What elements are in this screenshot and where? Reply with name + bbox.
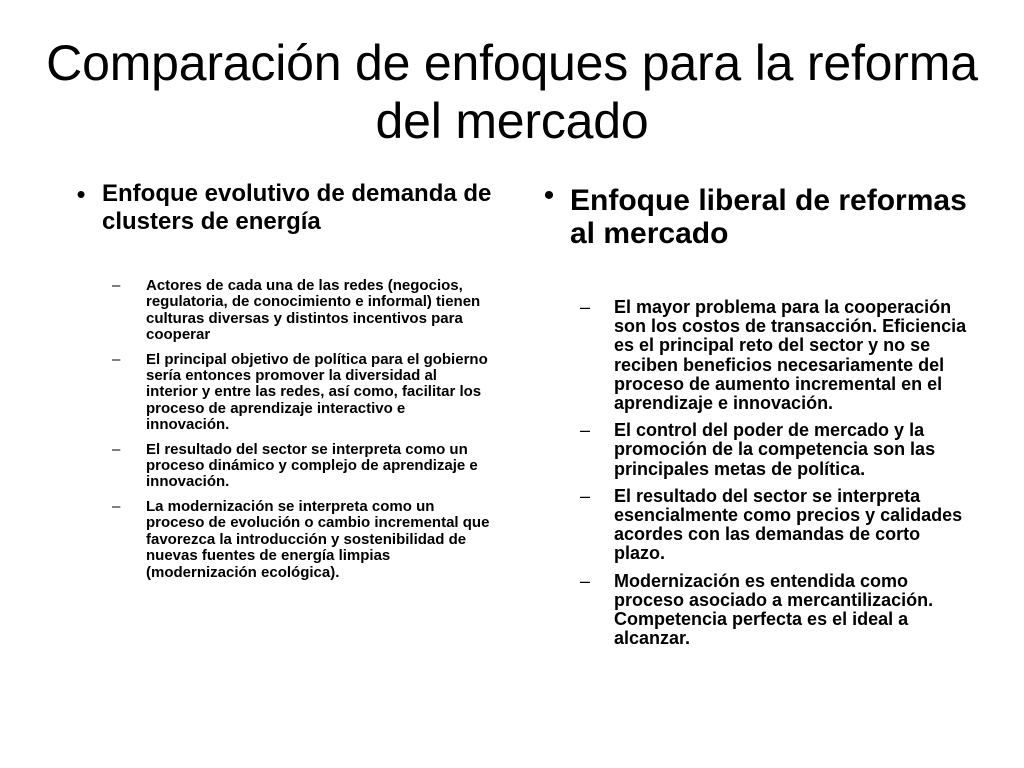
list-item-text: Actores de cada una de las redes (negocios, regulatoria, de conocimiento e informal) tienen culturas diversas y distintos incentivos para cooperar — [146, 277, 481, 344]
dash-icon: – — [112, 497, 121, 515]
left-column — [60, 180, 500, 589]
list-item-text: El mayor problema para la cooperación son los costos de transacción. Eficiencia es el principal reto del sector y no se reciben beneficios necesariamente del proceso de aumento incremental en el aprendizaje e innovación. — [614, 297, 967, 414]
dash-icon: – — [580, 570, 591, 591]
bullet-icon: • — [76, 179, 86, 209]
list-item — [580, 487, 972, 564]
left-heading: Enfoque evolutivo de demanda de clusters de energía — [102, 180, 492, 235]
dash-icon: – — [112, 350, 121, 368]
left-sub-list — [112, 278, 492, 581]
list-item — [112, 352, 492, 434]
right-column — [528, 180, 968, 656]
left-heading-row — [60, 180, 500, 236]
bullet-icon: • — [543, 179, 555, 212]
dash-icon: – — [580, 485, 591, 506]
list-item — [112, 278, 492, 344]
list-item-text: El resultado del sector se interpreta como un proceso dinámico y complejo de aprendizaje e innovación. — [146, 440, 478, 491]
list-item-text: El resultado del sector se interpreta esencialmente como precios y calidades acordes con las demandas de corto plazo. — [614, 485, 963, 564]
list-item — [112, 499, 492, 581]
list-item-text: El control del poder de mercado y la promoción de la competencia son las principales metas de política. — [614, 420, 936, 479]
list-item — [580, 421, 972, 479]
list-item — [112, 442, 492, 491]
list-item — [580, 572, 972, 649]
dash-icon: – — [580, 297, 591, 317]
slide-title: Comparación de enfoques para la reforma del mercado — [46, 35, 978, 149]
dash-icon: – — [112, 277, 121, 294]
right-heading-row — [528, 180, 968, 250]
list-item — [580, 298, 972, 413]
dash-icon: – — [580, 420, 591, 441]
list-item-text: Modernización es entendida como proceso asociado a mercantilización. Competencia perfecta es el ideal a alcanzar. — [614, 570, 934, 649]
list-item-text: La modernización se interpreta como un proceso de evolución o cambio incremental que favorezca la introducción y sostenibilidad de nuevas fuentes de energía limpias (modernización ecológica). — [146, 497, 490, 581]
dash-icon: – — [112, 440, 121, 458]
right-heading: Enfoque liberal de reformas al mercado — [570, 184, 967, 250]
list-item-text: El principal objetivo de política para el gobierno sería entonces promover la diversidad al interior y entre las redes, así como, facilitar los proceso de aprendizaje interactivo e innovación. — [146, 350, 488, 434]
right-sub-list — [580, 298, 972, 648]
